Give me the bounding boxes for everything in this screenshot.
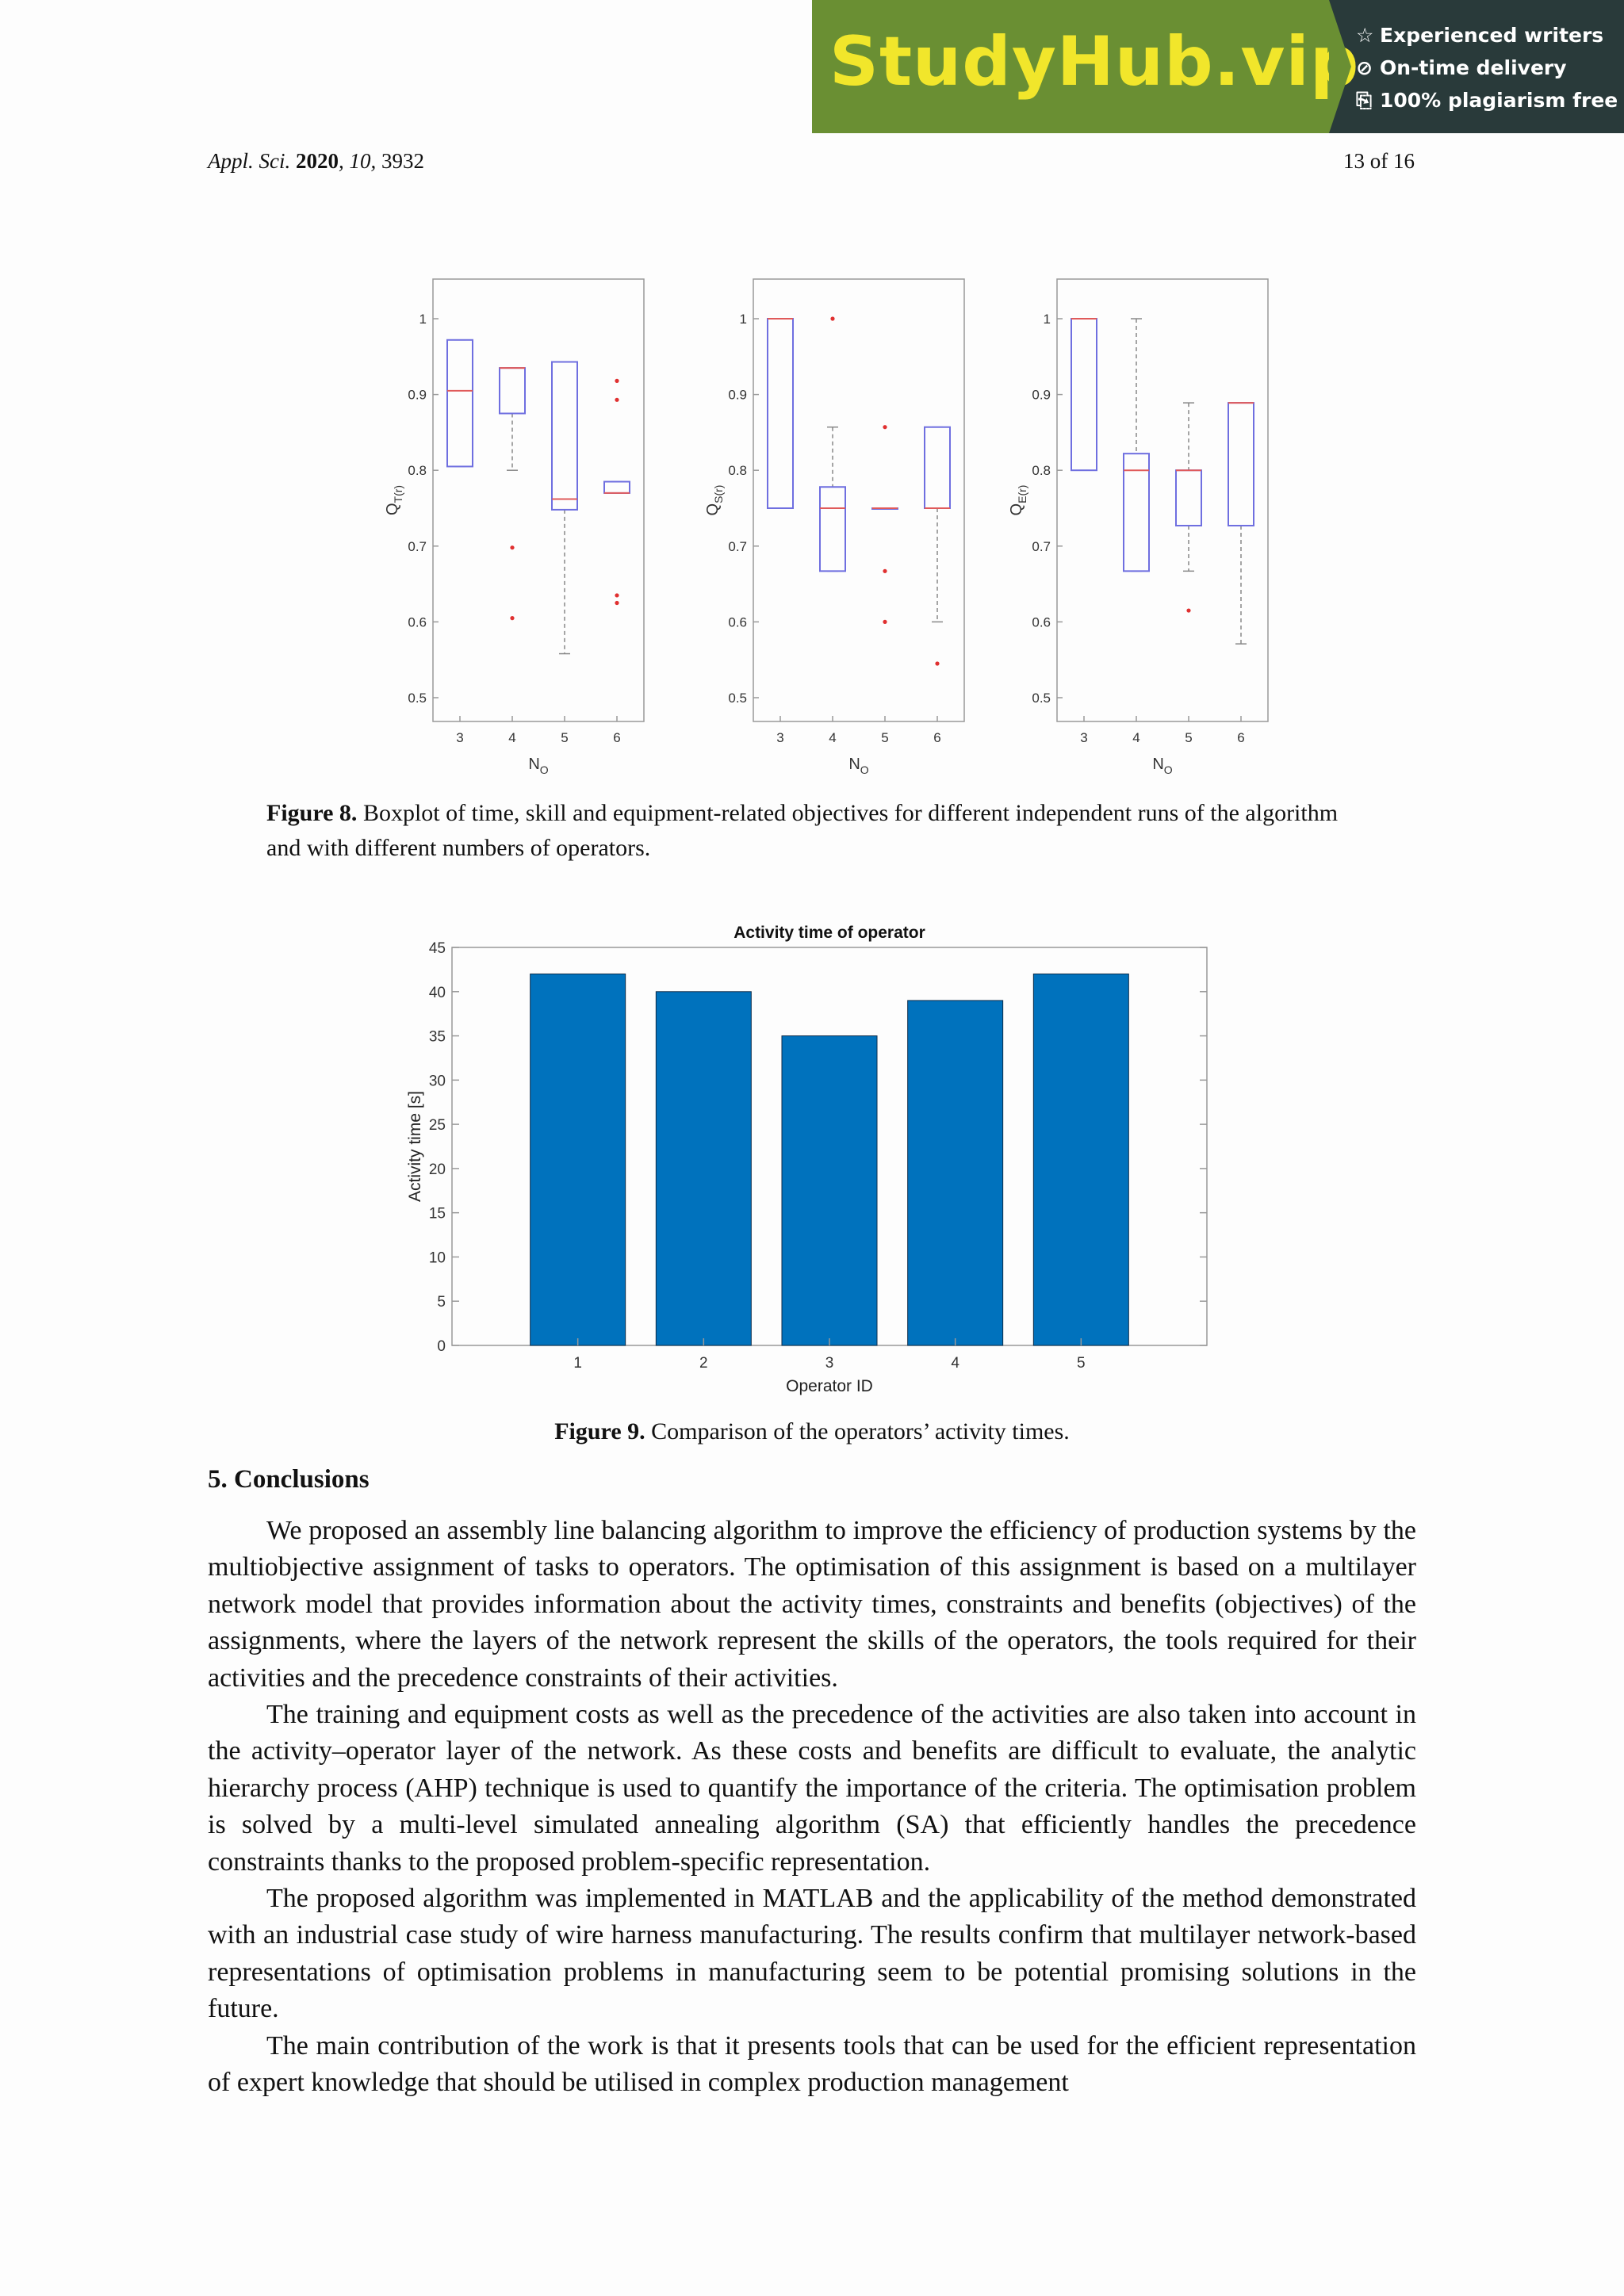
x-tick-label: 6: [613, 730, 621, 745]
x-tick-label: 3: [825, 1355, 834, 1372]
outlier-point: [883, 569, 887, 573]
y-axis-label: [384, 485, 404, 515]
bar-operator-2: [656, 992, 751, 1345]
boxplot-skill: [704, 279, 964, 776]
x-tick-label: 3: [456, 730, 464, 745]
y-tick-label: 0.6: [728, 614, 747, 630]
running-head-citation: Appl. Sci. 2020, 10, 3932: [208, 149, 424, 173]
x-axis-label-main: N: [528, 756, 540, 773]
x-axis-label-main: N: [1152, 756, 1164, 773]
y-tick-label: 0.5: [408, 691, 427, 706]
y-tick-label: 1: [419, 312, 427, 327]
y-tick-label: 15: [428, 1205, 446, 1223]
banner-feature-writers: [1356, 19, 1618, 52]
y-tick-label: 0.8: [1032, 463, 1051, 479]
banner-arrow-shape: [1329, 0, 1351, 133]
y-tick-label: 45: [428, 940, 446, 957]
x-axis-label: Operator ID: [786, 1377, 873, 1395]
figure-8-boxplots: [349, 262, 1285, 777]
box: [1071, 319, 1097, 470]
y-tick-label: 35: [428, 1028, 446, 1046]
y-tick-label: 0.8: [728, 463, 747, 479]
outlier-point: [510, 545, 514, 549]
section-heading-conclusions: 5. Conclusions: [208, 1465, 370, 1494]
outlier-point: [883, 620, 887, 624]
y-tick-label: 0.9: [728, 387, 747, 403]
banner-feature-label: On-time delivery: [1380, 56, 1567, 79]
banner-logo: [812, 0, 1360, 133]
x-tick-label: 3: [776, 730, 784, 745]
box: [1228, 403, 1254, 526]
box: [768, 319, 793, 508]
y-axis-label-main: Q: [1008, 503, 1025, 516]
box: [604, 482, 630, 493]
box: [1124, 453, 1149, 571]
bar-operator-5: [1033, 974, 1128, 1345]
page-number: 13 of 16: [1343, 149, 1415, 173]
chart-title: Activity time of operator: [733, 924, 925, 942]
box: [500, 368, 525, 413]
outlier-point: [883, 425, 887, 429]
y-axis-label-main: Q: [704, 503, 722, 516]
x-tick-label: 5: [1077, 1355, 1086, 1372]
y-axis-label: Activity time [s]: [406, 1090, 424, 1203]
y-tick-label: 5: [437, 1294, 446, 1311]
x-axis-label-main: N: [848, 756, 860, 773]
banner-feature-delivery: [1356, 52, 1618, 84]
outlier-point: [830, 316, 834, 320]
y-tick-label: 0: [437, 1338, 446, 1355]
y-axis-label: [1008, 485, 1028, 516]
x-axis-label: [848, 756, 868, 776]
box: [552, 362, 577, 509]
y-tick-label: 20: [428, 1161, 446, 1178]
plot-frame: [753, 279, 964, 721]
y-tick-label: 0.5: [1032, 691, 1051, 706]
x-tick-label: 6: [1237, 730, 1245, 745]
x-tick-label: 5: [881, 730, 889, 745]
x-tick-label: 4: [951, 1355, 959, 1372]
boxplot-equipment: [1008, 279, 1268, 776]
y-tick-label: 0.7: [1032, 538, 1051, 554]
outlier-point: [510, 616, 514, 620]
outlier-point: [615, 593, 619, 597]
plot-frame: [433, 279, 644, 721]
y-tick-label: 0.7: [728, 538, 747, 554]
outlier-point: [615, 398, 619, 402]
y-tick-label: 0.7: [408, 538, 427, 554]
x-axis-label-sub: O: [1163, 763, 1173, 776]
y-tick-label: 0.6: [408, 614, 427, 630]
box: [1176, 470, 1201, 526]
banner-feature-plagiarism: [1356, 84, 1618, 117]
y-axis-label-sub: T(r): [392, 484, 404, 503]
journal-year: 2020: [295, 149, 339, 173]
x-axis-label: [528, 756, 548, 776]
y-tick-label: 40: [428, 984, 446, 1001]
outlier-point: [615, 379, 619, 383]
y-tick-label: 0.9: [408, 387, 427, 403]
boxplot-time: [384, 279, 644, 776]
y-tick-label: 30: [428, 1073, 446, 1090]
clock-icon: ⊘: [1356, 56, 1373, 79]
journal-volume: 10: [349, 149, 371, 173]
paragraph: The training and equipment costs as well as the precedence of the activities are also taken into account in the activity–operator layer of the network. As these costs and benefits are difficult to evaluate, the analytic hierarchy process (AHP) technique is used to quantify the importance of the criteria. The optimisation problem is solved by a multi-level simulated annealing algorithm (SA) that efficiently handles the precedence constraints thanks to the proposed problem-specific representation.: [208, 1700, 1416, 1877]
figure-9-caption: [0, 1414, 1624, 1449]
x-axis-label: [1152, 756, 1172, 776]
figure-9-text: Comparison of the operators’ activity times.: [645, 1418, 1070, 1445]
figure-8-caption: [266, 796, 1361, 866]
box: [447, 340, 473, 467]
y-tick-label: 25: [428, 1117, 446, 1135]
y-axis-label: [704, 485, 725, 516]
x-axis-label-sub: O: [860, 763, 869, 776]
x-tick-label: 4: [508, 730, 516, 745]
paragraph: We proposed an assembly line balancing algorithm to improve the efficiency of production systems by the multiobjective assignment of tasks to operators. The optimisation of this assignment is based on a multilayer network model that provides information about the activity times, constraints and benefits (objectives) of the assignments, where the layers of the network represent the skills of the operators, the tools required for their activities and the precedence constraints of their activities.: [208, 1516, 1416, 1693]
y-tick-label: 0.9: [1032, 387, 1051, 403]
x-tick-label: 3: [1080, 730, 1088, 745]
outlier-point: [615, 601, 619, 605]
box: [820, 487, 845, 571]
outlier-point: [935, 661, 939, 665]
x-tick-label: 1: [573, 1355, 582, 1372]
y-tick-label: 0.5: [728, 691, 747, 706]
box: [925, 427, 950, 508]
x-tick-label: 4: [829, 730, 837, 745]
x-tick-label: 5: [1185, 730, 1193, 745]
x-tick-label: 6: [933, 730, 941, 745]
y-tick-label: 1: [739, 312, 747, 327]
banner-logo-text: StudyHub.vip: [829, 22, 1360, 101]
banner-feature-label: 100% plagiarism free: [1380, 89, 1618, 112]
y-tick-label: 1: [1043, 312, 1051, 327]
x-tick-label: 5: [561, 730, 569, 745]
x-tick-label: 2: [699, 1355, 708, 1372]
bar-operator-1: [530, 974, 626, 1345]
y-axis-label-main: Q: [384, 503, 401, 516]
banner-feature-label: Experienced writers: [1380, 24, 1604, 47]
x-tick-label: 4: [1132, 730, 1140, 745]
y-tick-label: 0.6: [1032, 614, 1051, 630]
article-number: 3932: [381, 149, 424, 173]
y-tick-label: 10: [428, 1249, 446, 1267]
figure-9-label: Figure 9.: [554, 1418, 645, 1445]
copy-icon: ⎘: [1356, 89, 1373, 112]
y-axis-label-sub: E(r): [1016, 484, 1028, 503]
banner-features: [1356, 19, 1618, 117]
paragraph: The proposed algorithm was implemented in MATLAB and the applicability of the method demonstrated with an industrial case study of wire harness manufacturing. The results confirm that multilayer network-based representations of optimisation problems in manufacturing seem to be potential promising solutions in the future.: [208, 1884, 1416, 2024]
outlier-point: [1186, 608, 1190, 612]
bar-operator-4: [908, 1001, 1003, 1345]
ad-banner[interactable]: [812, 0, 1624, 133]
figure-8-text: Boxplot of time, skill and equipment-related objectives for different independent runs of the algorithm and with different numbers of operators.: [266, 800, 1339, 861]
y-axis-label-sub: S(r): [712, 484, 725, 503]
star-outline-icon: ☆: [1356, 24, 1374, 47]
activity-time-chart: [406, 924, 1207, 1395]
section-body: [208, 1513, 1416, 2102]
paragraph: The main contribution of the work is that it presents tools that can be used for the efficient representation of expert knowledge that should be utilised in complex production management: [208, 2030, 1416, 2098]
y-tick-label: 0.8: [408, 463, 427, 479]
figure-8-label: Figure 8.: [266, 800, 358, 826]
journal-name: Appl. Sci.: [208, 149, 291, 173]
bar-operator-3: [782, 1036, 877, 1345]
plot-frame: [1057, 279, 1268, 721]
x-axis-label-sub: O: [539, 763, 549, 776]
figure-9-bar-chart: [381, 912, 1253, 1403]
